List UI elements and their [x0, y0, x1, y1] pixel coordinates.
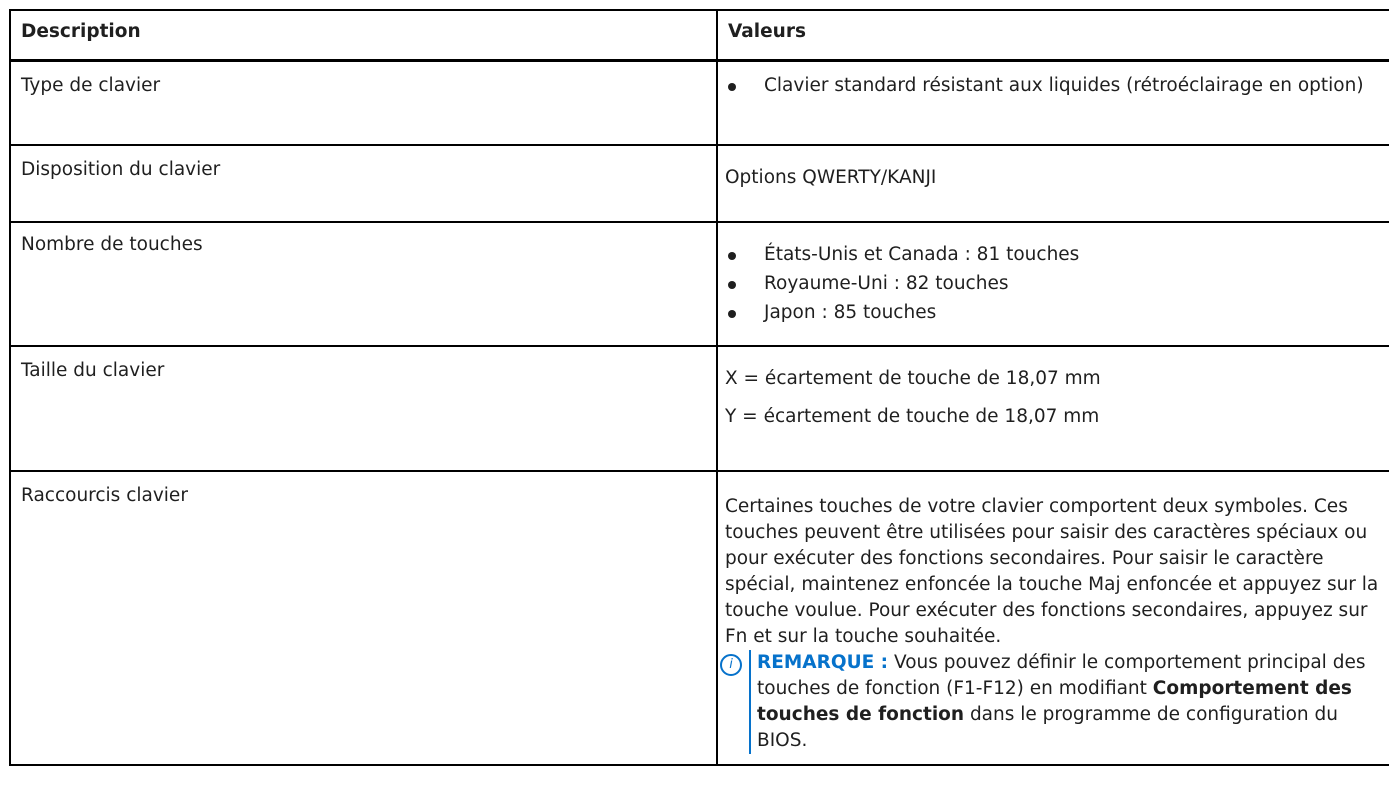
row-label: Type de clavier: [10, 61, 717, 146]
list-item: Royaume-Uni : 82 touches: [725, 271, 1382, 297]
table-row-shortcuts: [10, 471, 1389, 765]
note-bold-text: Comportement des touches de fonction: [757, 678, 1352, 725]
table-row-key-count: [10, 222, 1389, 346]
row-value: [717, 222, 1389, 346]
table-header-row: [10, 10, 1389, 61]
bullet-list: [725, 73, 1382, 99]
note-label: REMARQUE :: [757, 652, 889, 673]
row-label: Disposition du clavier: [10, 145, 717, 222]
bullet-list: [725, 242, 1382, 326]
row-value: [717, 471, 1389, 765]
row-value: Options QWERTY/KANJI: [717, 145, 1389, 222]
header-description: Description: [10, 10, 717, 61]
info-icon: i: [720, 654, 742, 676]
table-row-keyboard-type: [10, 61, 1389, 146]
list-item: Japon : 85 touches: [725, 300, 1382, 326]
note-body: [749, 650, 1382, 754]
keyboard-spec-table: [9, 9, 1389, 766]
table-row-keyboard-size: [10, 346, 1389, 471]
row-label: Taille du clavier: [10, 346, 717, 471]
table-row-keyboard-layout: [10, 145, 1389, 222]
row-value: [717, 61, 1389, 146]
shortcuts-text: Certaines touches de votre clavier comportent deux symboles. Ces touches peuvent être utilisées pour saisir des caractères spéciaux ou pour exécuter des fonctions secondaires. Pour saisir le caractère spécial, maintenez enfoncée la touche Maj enfoncée et appuyez sur la touche voulue. Pour exécuter des fonctions secondaires, appuyez sur Fn et sur la touche souhaitée.: [725, 496, 1379, 647]
list-item: Clavier standard résistant aux liquides (rétroéclairage en option): [725, 73, 1382, 99]
list-item: États-Unis et Canada : 81 touches: [725, 242, 1382, 268]
header-values: Valeurs: [717, 10, 1389, 61]
row-label: Raccourcis clavier: [10, 471, 717, 765]
size-x: X = écartement de touche de 18,07 mm: [725, 368, 1101, 389]
note-callout: [725, 650, 1382, 754]
note-text-before: Vous pouvez définir le comportement principal des touches de fonction (F1-F12) en modifiant: [757, 652, 1366, 699]
size-y: Y = écartement de touche de 18,07 mm: [725, 406, 1100, 427]
row-value: [717, 346, 1389, 471]
row-label: Nombre de touches: [10, 222, 717, 346]
note-text-after: dans le programme de configuration du BIOS.: [757, 704, 1338, 751]
